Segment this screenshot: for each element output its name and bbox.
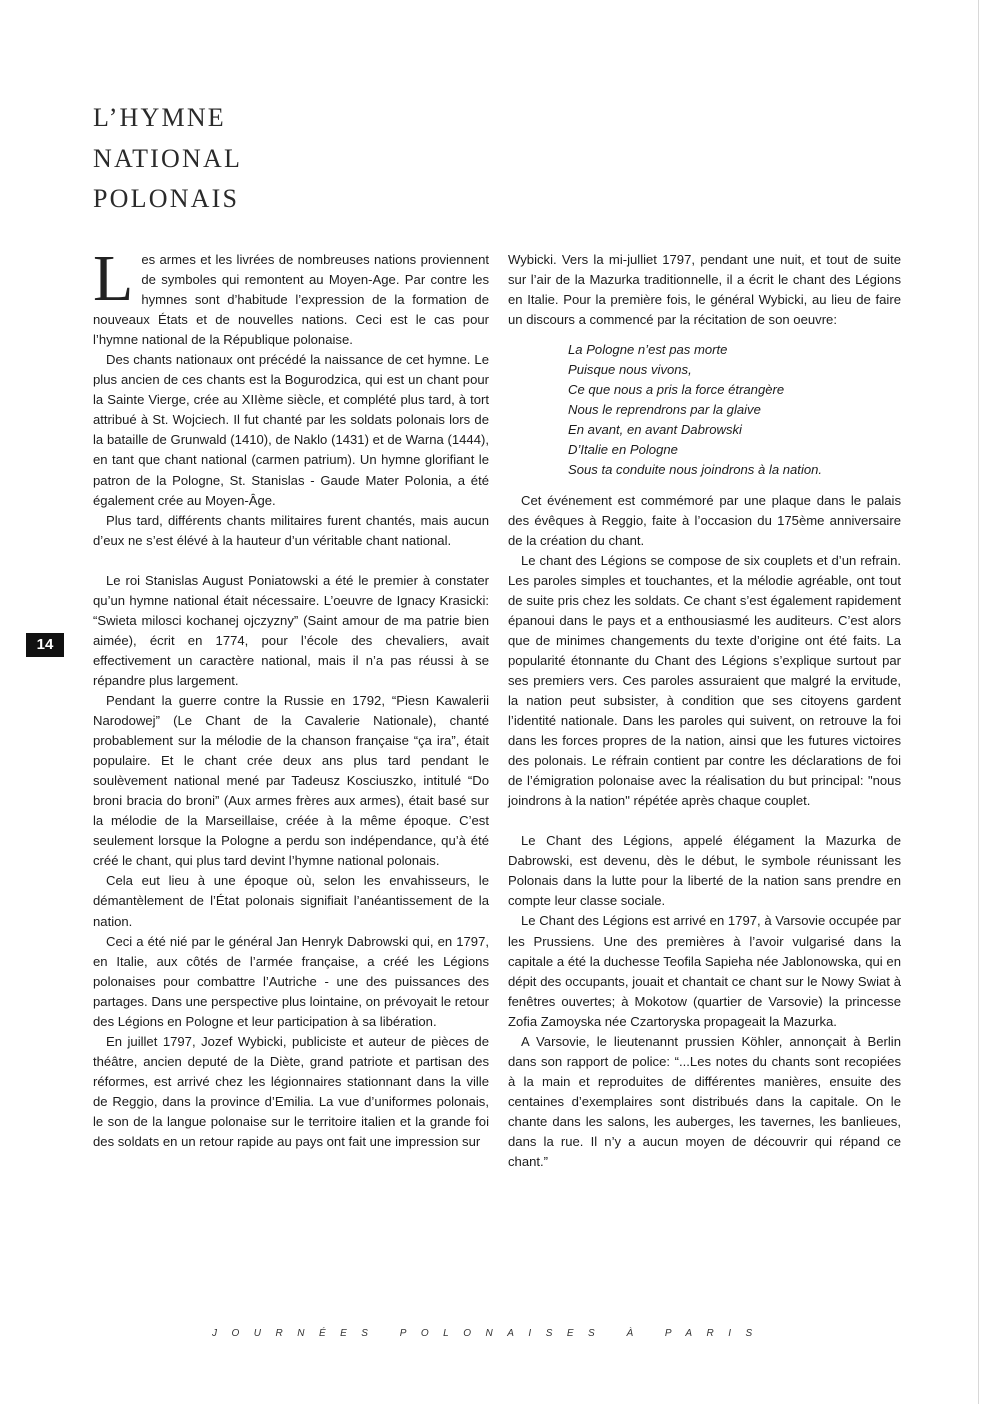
paragraph: Le roi Stanislas August Poniatowski a été le premier à constater qu’un hymne national était nécessaire. L’oeuvre de Ignacy Krasicki: “Swieta milosci kochanej ojczyzny” (Saint amour de ma patrie bien aimée), écrit en 1774, pour l’école des chevaliers, avait effectivement un caractère national, mais il n’a pas réussi à se répandre plus largement. xyxy=(93,572,489,688)
paragraph: Le Chant des Légions est arrivé en 1797, à Varsovie occupée par les Prussiens. Une des premières à l’avoir vulgarisé dans la capitale a été la duchesse Teofila Sapieha née Jablonowska, qui en dépit des occupants, jouait et chantait ce chant sur le Nowy Swiat à fenêtres ouvertes; à Mokotow (quartier de Varsovie) la princesse Zofia Zamoyska née Czartoryska propageait la Mazurka. xyxy=(508,913,901,1029)
paragraph: Ceci a été nié par le général Jan Henryk Dabrowski qui, en 1797, en Italie, aux côtés de l’armée française, a créé les Légions polonaises pour combattre l’Autriche - une des puissances des partages. Dans une perspective plus lointaine, on prévoyait le retour des Légions en Pologne et leur participation à sa libération. xyxy=(93,933,489,1029)
page-number: 14 xyxy=(26,633,64,657)
poem-line: Ce que nous a pris la force étrangère xyxy=(568,382,785,398)
paragraph: En juillet 1797, Jozef Wybicki, publiciste et auteur de pièces de théâtre, ancien deputé de la Diète, grand patriote et partisan des réformes, est arrivé chez les légionnaires stationnant dans la ville de Reggio, dans la province d’Emilia. La vue d’uniformes polonais, le son de la langue polonaise sur le territoire italien et la grande foi des soldats en un retour rapide au pays ont fait une impression sur xyxy=(93,1033,489,1150)
drop-cap: L xyxy=(93,242,134,315)
poem-line: Nous le reprendrons par la glaive xyxy=(568,402,761,418)
paragraph: Wybicki. Vers la mi-julliet 1797, pendant une nuit, et tout de suite sur l’air de la Mazurka traditionnelle, il a écrit le chant des Légions en Italie. Pour la première fois, le général Wybicki, au lieu de faire un discours a commencé par la récitation de son oeuvre: xyxy=(508,252,901,328)
page-footer: JOURNÉES POLONAISES À PARIS xyxy=(212,1328,767,1339)
poem-line: En avant, en avant Dabrowski xyxy=(568,422,742,438)
page-title xyxy=(93,98,242,220)
right-column xyxy=(508,250,901,1172)
paragraph: Le Chant des Légions, appelé élégament la Mazurka de Dabrowski, est devenu, dès le début, le symbole réunissant les Polonais dans la lutte pour la liberté de la nation sans prendre en compte leur classe sociale. xyxy=(508,833,901,909)
paragraph-intro xyxy=(93,242,489,350)
paragraph: Pendant la guerre contre la Russie en 1792, “Piesn Kawalerii Narodowej” (Le Chant de la Cavalerie Nationale), chanté probablement sur la mélodie de la chanson française “ça ira”, était populaire. Et le chant crée deux ans plus tard pendant le soulèvement national mené par Tadeusz Kosciuszko, intitulé “Do broni bracia do broni” (Aux armes frères aux armes), était basé sur la mélodie de la Marseillaise, créée à la même époque. C’est seulement lorsque la Pologne a perdu son indépendance, qu’à été créé le chant, qui plus tard devint l’hymne national polonais. xyxy=(93,692,489,869)
title-line-3: POLONAIS xyxy=(93,184,240,213)
poem-line: Puisque nous vivons, xyxy=(568,362,692,378)
poem-line: D’Italie en Pologne xyxy=(568,442,678,458)
poem-line: Sous ta conduite nous joindrons à la nation. xyxy=(568,462,823,478)
poem-line: La Pologne n’est pas morte xyxy=(568,342,728,358)
paragraph: Cet événement est commémoré par une plaque dans le palais des évêques à Reggio, faite à l’occasion du 175ème anniversaire de la création du chant. xyxy=(508,492,901,548)
paragraph: Plus tard, différents chants militaires furent chantés, mais aucun d’eux ne s’est élévé à la hauteur d’un véritable chant national. xyxy=(93,512,489,548)
poem-quote xyxy=(568,340,901,480)
paragraph: A Varsovie, le lieutenannt prussien Köhler, annonçait à Berlin dans son rapport de police: “...Les notes du chants sont recopiées à la main et reproduites de différentes manières, ensuite des centaines d’exemplaires sont distribués dans la capitale. On le chante dans les salons, les auberges, les tavernes, les banlieues, dans la rue. Il n’y a aucun moyen de découvrir qui répand ce chant.” xyxy=(508,1033,901,1170)
title-line-2: NATIONAL xyxy=(93,143,243,173)
paragraph-intro-text: es armes et les livrées de nombreuses nations proviennent de symboles qui remontent au Moyen-Age. Par contre les hymnes sont d’habitude l’expression de la formation de nouveaux États et de nouvelles nations. Ceci est le cas pour l’hymne national de la République polonaise. xyxy=(93,252,489,348)
page-edge-line xyxy=(978,0,979,1404)
paragraph: Le chant des Légions se compose de six couplets et d’un refrain. Les paroles simples et touchantes, et la mélodie agréable, ont tout de suite pris chez les soldats. Ce chant s’est également rapidement épanoui dans le pays et a enthousiasmé les auditeurs. C’est alors que de minimes changements du texte d’origine ont été faits. La popularité étonnante du Chant des Légions s’explique surtout par ses premiers vers. Ces paroles assuraient que malgré la ervitude, la nation peut subsister, à condition que ses citoyens gardent l’identité nationale. Dans les paroles qui suivent, on retrouve la foi dans les forces propres de la nation, ainsi que les futures victoires des polonais. Le réfrain contient par contre les déclarations de foi de l’émigration polonaise avec la réalisation du but principal: "nous joindrons à la nation" répétée après chaque couplet. xyxy=(508,552,901,809)
title-line-1: L’HYMNE xyxy=(93,103,226,132)
paragraph: Des chants nationaux ont précédé la naissance de cet hymne. Le plus ancien de ces chants est la Bogurodzica, qui est un chant pour la Sainte Vierge, crée au XIIème siècle, et complété plus tard, à tort attribué à St. Wojciech. Il fut chanté par les soldats polonais lors de la bataille de Grunwald (1410), de Naklo (1431) et de Warna (1444), en tant que chant national (carmen patrium). Un hymne glorifiant le patron de la Pologne, St. Stanislas - Gaude Mater Polonia, a été également crée au Moyen-Âge. xyxy=(93,352,489,508)
left-column xyxy=(93,242,489,1152)
paragraph: Cela eut lieu à une époque où, selon les envahisseurs, le démantèlement de l’État polonais signifiait l’anéantissement de la nation. xyxy=(93,873,489,929)
